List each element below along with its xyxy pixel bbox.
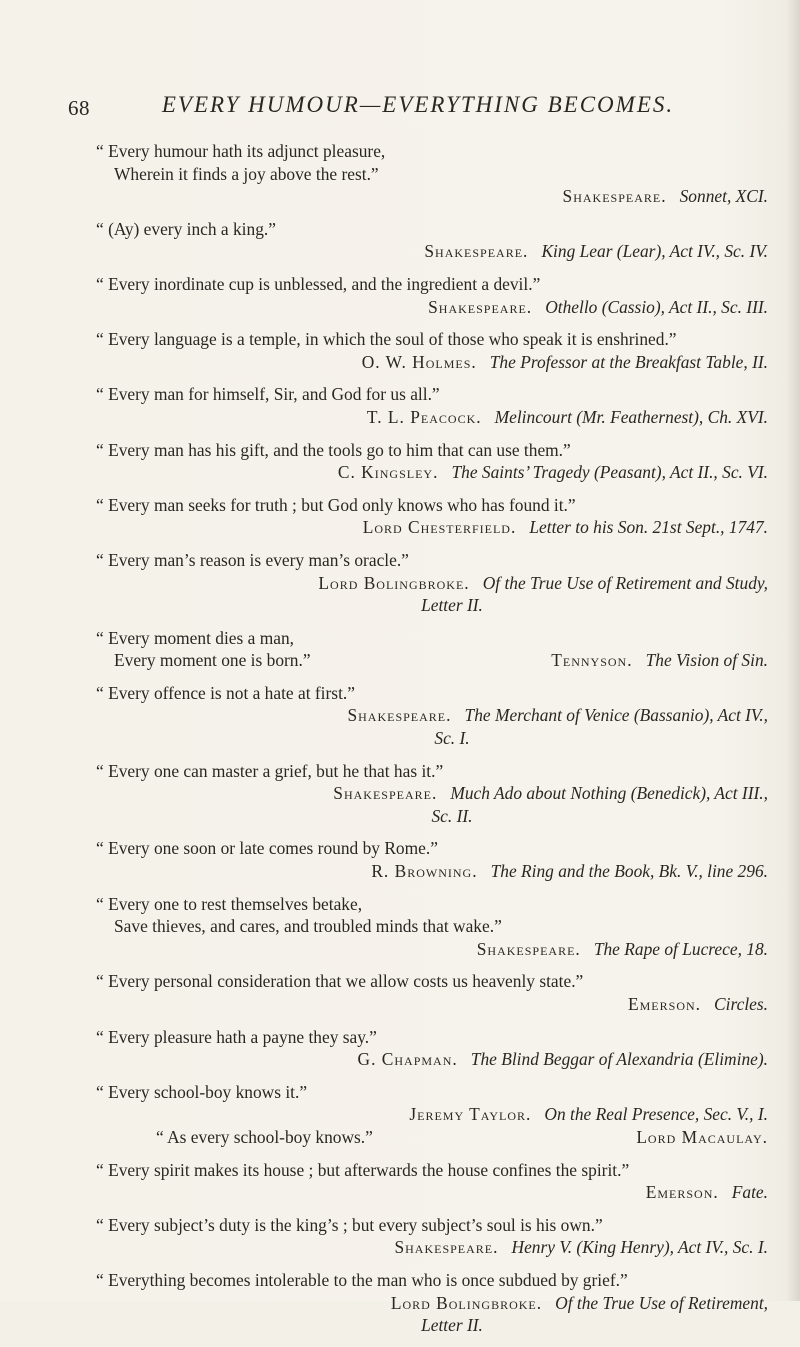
quotation-list bbox=[96, 140, 768, 1347]
attribution bbox=[96, 1181, 768, 1204]
attribution bbox=[96, 516, 768, 539]
attribution bbox=[96, 1236, 768, 1259]
source-title: The Professor at the Breakfast Table, II. bbox=[489, 351, 768, 372]
attribution bbox=[96, 993, 768, 1016]
secondary-quotation bbox=[96, 1126, 768, 1149]
author-name: Emerson. bbox=[645, 1182, 719, 1203]
author-name: Tennyson. bbox=[551, 650, 633, 671]
page-number: 68 bbox=[68, 96, 90, 120]
quotation-entry bbox=[96, 682, 768, 750]
quote-line: “ Every inordinate cup is unblessed, and the ingredient a devil.” bbox=[96, 273, 541, 294]
source-title: On the Real Presence, Sec. V., I. bbox=[544, 1104, 768, 1125]
source-title: Melincourt (Mr. Feathernest), Ch. XVI. bbox=[494, 406, 768, 427]
author-name: Lord Macaulay. bbox=[636, 1126, 768, 1147]
attribution bbox=[96, 461, 768, 484]
author-name: Shakespeare. bbox=[428, 296, 533, 317]
running-title: EVERY HUMOUR—EVERYTHING BECOMES. bbox=[161, 92, 675, 117]
source-title: Of the True Use of Retirement, bbox=[555, 1292, 768, 1313]
quote-line: “ Every man’s reason is every man’s oracle.” bbox=[96, 549, 409, 570]
author-name: Lord Bolingbroke. bbox=[390, 1292, 543, 1313]
attribution bbox=[96, 296, 768, 319]
attribution bbox=[96, 1048, 768, 1071]
quote-line: “ Every one to rest themselves betake, bbox=[96, 893, 363, 914]
quote-line: “ Every moment dies a man, bbox=[96, 627, 294, 648]
quote-line: Save thieves, and cares, and troubled minds that wake.” bbox=[114, 916, 502, 937]
source-title: Fate. bbox=[731, 1182, 768, 1203]
author-name: Emerson. bbox=[628, 994, 701, 1014]
quote-line: “ Every man seeks for truth ; but God only knows who has found it.” bbox=[96, 494, 576, 515]
author-name: Shakespeare. bbox=[394, 1237, 499, 1258]
attribution bbox=[96, 572, 768, 595]
source-title: Sonnet, XCI. bbox=[679, 186, 768, 207]
source-title: The Ring and the Book, Bk. V., line 296. bbox=[490, 861, 768, 882]
quotation-entry bbox=[96, 383, 768, 428]
attribution bbox=[96, 704, 768, 727]
author-name: Lord Chesterfield. bbox=[362, 517, 517, 538]
quote-line: “ Every man has his gift, and the tools go to him that can use them.” bbox=[96, 439, 571, 460]
quote-line: “ Every one can master a grief, but he that has it.” bbox=[96, 760, 444, 781]
quote-line: Wherein it finds a joy above the rest.” bbox=[114, 163, 379, 184]
source-continuation: Sc. I. bbox=[434, 728, 470, 749]
source-title: Circles. bbox=[714, 994, 768, 1014]
attribution bbox=[96, 1292, 768, 1315]
source-continuation: Letter II. bbox=[421, 595, 483, 616]
quotation-entry bbox=[96, 1026, 768, 1071]
author-name: Shakespeare. bbox=[333, 783, 438, 804]
quote-line: “ Every school-boy knows it.” bbox=[96, 1081, 308, 1102]
quotation-entry bbox=[96, 140, 768, 208]
author-name: T. L. Peacock. bbox=[366, 406, 482, 427]
author-name: Shakespeare. bbox=[347, 705, 452, 726]
source-title: The Saints’ Tragedy (Peasant), Act II., Sc. VI. bbox=[451, 462, 768, 483]
quotation-entry bbox=[96, 760, 768, 828]
source-title: Much Ado about Nothing (Benedick), Act III., bbox=[450, 783, 768, 804]
quotation-entry bbox=[96, 1081, 768, 1149]
attribution bbox=[96, 938, 768, 961]
source-title: King Lear (Lear), Act IV., Sc. IV. bbox=[541, 241, 768, 262]
quotation-entry bbox=[96, 218, 768, 263]
quotation-entry bbox=[96, 549, 768, 617]
quote-line: “ Every one soon or late comes round by Rome.” bbox=[96, 838, 438, 859]
attribution bbox=[96, 351, 768, 374]
quotation-entry bbox=[96, 627, 768, 672]
quote-line: “ Every language is a temple, in which the soul of those who speak it is enshrined.” bbox=[96, 329, 677, 350]
quote-line: “ Everything becomes intolerable to the man who is once subdued by grief.” bbox=[96, 1269, 628, 1290]
quote-line: “ Every personal consideration that we allow costs us heavenly state.” bbox=[96, 971, 584, 992]
author-name: Shakespeare. bbox=[562, 186, 667, 207]
quotation-entry bbox=[96, 1214, 768, 1259]
quote-line: “ Every subject’s duty is the king’s ; but every subject’s soul is his own.” bbox=[96, 1214, 603, 1235]
quote-line: “ Every pleasure hath a payne they say.” bbox=[96, 1026, 377, 1047]
attribution bbox=[96, 185, 768, 208]
quotation-entry bbox=[96, 328, 768, 373]
quote-line: Every moment one is born.” bbox=[114, 650, 311, 671]
author-name: R. Browning. bbox=[371, 861, 478, 882]
quote-line: “ Every spirit makes its house ; but afterwards the house confines the spirit.” bbox=[96, 1159, 630, 1180]
source-title: Letter to his Son. 21st Sept., 1747. bbox=[529, 517, 768, 538]
author-name: Lord Bolingbroke. bbox=[318, 572, 470, 593]
quotation-entry bbox=[96, 1269, 768, 1337]
quotation-entry bbox=[96, 439, 768, 484]
attribution bbox=[96, 860, 768, 883]
quotation-entry bbox=[96, 1159, 768, 1204]
quotation-entry bbox=[96, 273, 768, 318]
author-name: C. Kingsley. bbox=[337, 462, 439, 483]
quote-line: “ Every man for himself, Sir, and God for us all.” bbox=[96, 384, 440, 405]
author-name: O. W. Holmes. bbox=[361, 351, 477, 372]
source-title: The Blind Beggar of Alexandria (Elimine). bbox=[470, 1049, 768, 1070]
source-continuation: Sc. II. bbox=[431, 805, 473, 826]
attribution bbox=[551, 649, 768, 672]
quote-line: “ Every humour hath its adjunct pleasure, bbox=[96, 141, 386, 161]
running-head bbox=[68, 92, 768, 122]
attribution bbox=[96, 406, 768, 429]
attribution bbox=[96, 782, 768, 805]
author-name: Jeremy Taylor. bbox=[409, 1104, 532, 1125]
quote-line: “ Every offence is not a hate at first.” bbox=[96, 682, 355, 703]
source-title: Henry V. (King Henry), Act IV., Sc. I. bbox=[511, 1237, 768, 1258]
source-title: Othello (Cassio), Act II., Sc. III. bbox=[545, 296, 768, 317]
quote-line: “ (Ay) every inch a king.” bbox=[96, 218, 276, 239]
quotation-entry bbox=[96, 837, 768, 882]
source-continuation: Letter II. bbox=[421, 1315, 483, 1336]
attribution bbox=[96, 1103, 768, 1126]
quotation-entry bbox=[96, 970, 768, 1015]
author-name: Shakespeare. bbox=[424, 241, 529, 262]
author-name: Shakespeare. bbox=[476, 938, 581, 959]
source-title: The Rape of Lucrece, 18. bbox=[593, 938, 768, 959]
quotation-entry bbox=[96, 494, 768, 539]
quote-line-with-attribution bbox=[96, 649, 768, 672]
quotation-entry bbox=[96, 893, 768, 961]
source-title: The Merchant of Venice (Bassanio), Act IV., bbox=[464, 705, 768, 726]
author-name: G. Chapman. bbox=[357, 1049, 458, 1070]
source-title: The Vision of Sin. bbox=[645, 650, 768, 671]
page-edge-shadow bbox=[786, 0, 800, 1301]
source-title: Of the True Use of Retirement and Study, bbox=[482, 572, 768, 593]
attribution bbox=[96, 240, 768, 263]
quote-line: “ As every school-boy knows.” bbox=[156, 1126, 373, 1147]
